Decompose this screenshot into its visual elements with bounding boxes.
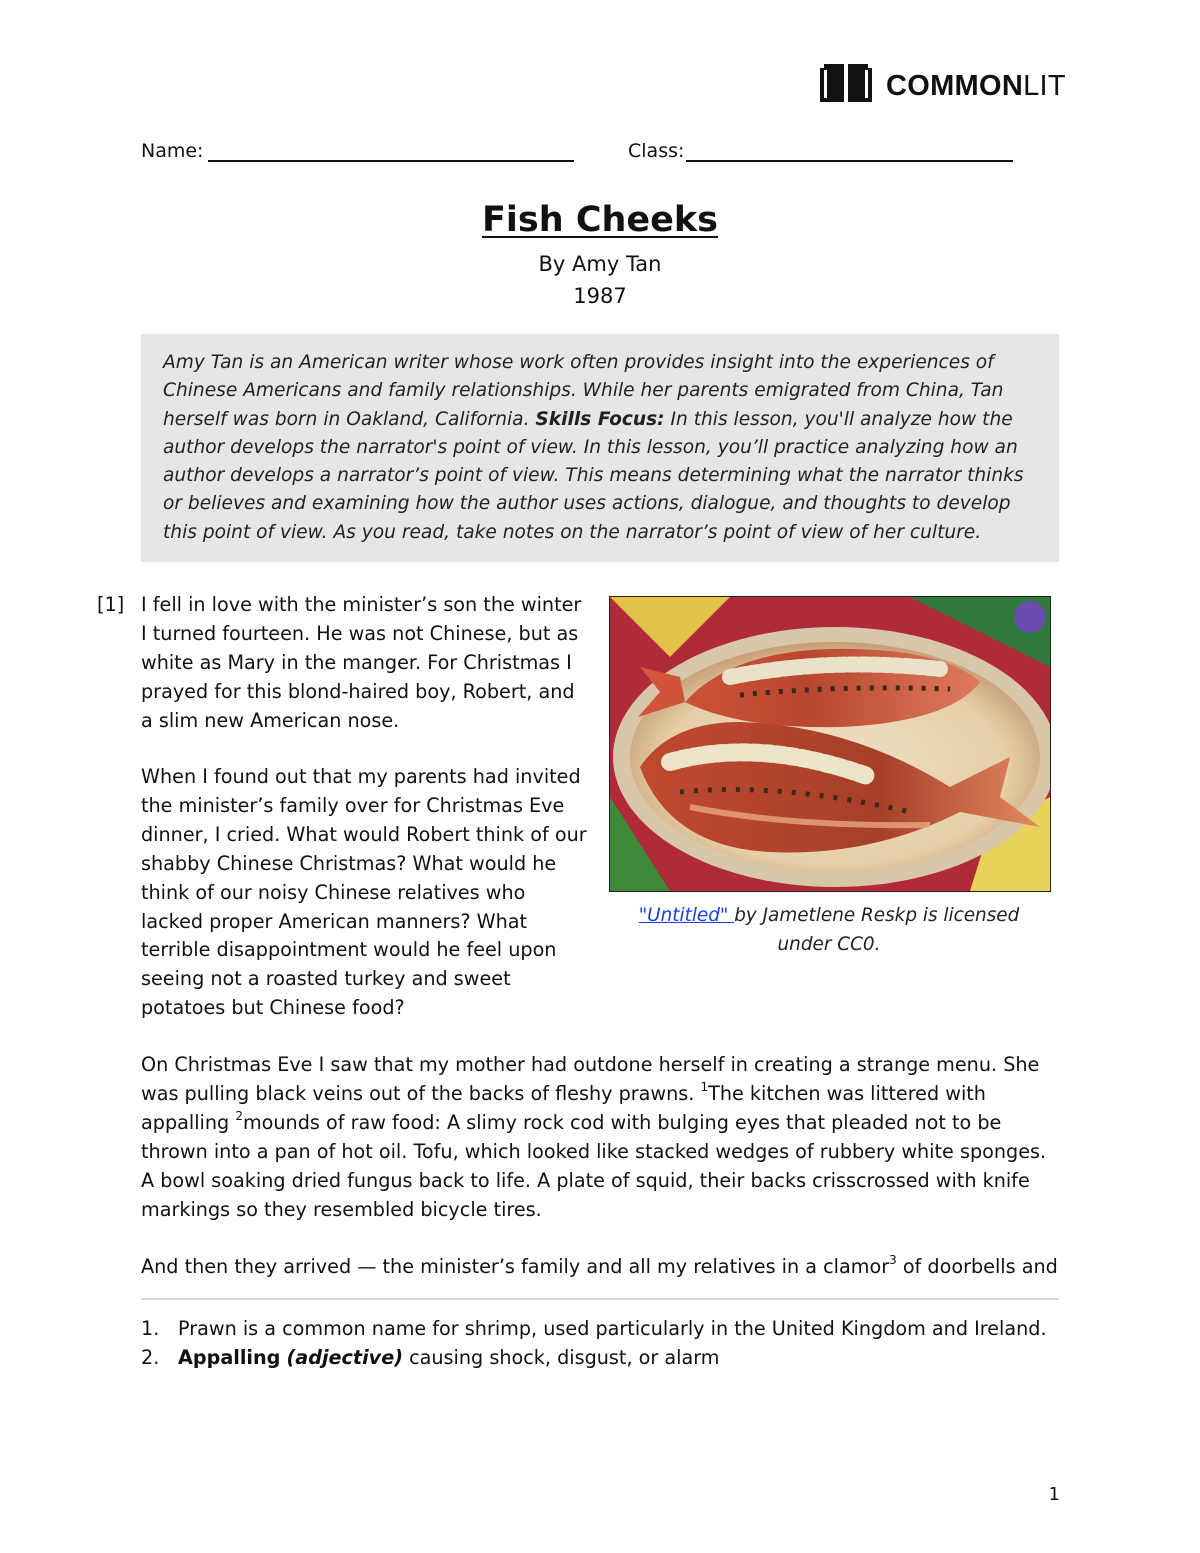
paragraph-number: [1]: [97, 593, 125, 616]
name-label: Name:: [141, 140, 204, 162]
paragraph-2: When I found out that my parents had invited the minister’s family over for Christmas Eve dinner, I cried. What would Robert think of our shabby Chinese Christmas? What would he think of our noisy Chinese relatives who lacked proper American manners? What terrible disappointment would he feel upon seeing not a roasted turkey and sweet potatoes but Chinese food?: [141, 765, 587, 1020]
author-byline: By Amy Tan: [538, 252, 662, 276]
image-caption: "Untitled" by Jametlene Reskp is licensed under CC0.: [638, 905, 1020, 955]
open-book-icon: [818, 64, 874, 108]
footnote-ref-1[interactable]: 1: [700, 1079, 709, 1094]
name-field[interactable]: [208, 160, 574, 162]
footnote-ref-2[interactable]: 2: [235, 1108, 243, 1123]
publication-year: 1987: [573, 284, 627, 308]
class-field[interactable]: [686, 160, 1013, 162]
paragraph-3: On Christmas Eve I saw that my mother had outdone herself in creating a strange menu. She was pulling black veins out of the backs of fleshy prawns. $^1$The kitchen was littered with appalling $^2$mounds of raw food: A slimy rock cod with bulging eyes that pleaded not to be thrown into a pan of hot oil. Tofu, which looked like stacked wedges of rubbery white sponges. A bowl soaking dried fungus back to life. A plate of squid, their backs crisscrossed with knife markings so they resembled bicycle tires.: [141, 1053, 1047, 1221]
footnote-ref-3[interactable]: 3: [889, 1253, 897, 1267]
page-number: 1: [1048, 1484, 1060, 1505]
commonlit-logo: [818, 64, 1066, 108]
footnote-divider: [141, 1298, 1059, 1300]
paragraph-1: I fell in love with the minister’s son the winter I turned fourteen. He was not Chinese, but as white as Mary in the manger. For Christmas I prayed for this blond-haired boy, Robert, and a slim new American nose.: [141, 593, 582, 732]
caption-link[interactable]: "Untitled": [638, 905, 735, 926]
paragraph-4: And then they arrived — the minister’s family and all my relatives in a clamor$^3$ of doorbells and: [141, 1253, 1058, 1278]
fish-photo: [609, 596, 1051, 892]
class-label: Class:: [628, 140, 685, 162]
footnote-2: 2. Appalling (adjective) causing shock, disgust, or alarm: [141, 1346, 720, 1369]
page-title: Fish Cheeks: [481, 200, 719, 240]
skills-focus-label: Skills Focus:: [535, 408, 665, 430]
intro-box: [141, 334, 1059, 562]
brand-name: COMMONLIT: [886, 69, 1066, 102]
footnote-1: 1. Prawn is a common name for shrimp, used particularly in the United Kingdom and Ireland.: [141, 1317, 1047, 1340]
intro-text: Amy Tan is an American writer whose work often provides insight into the experiences of Chinese Americans and family relationships. While her parents emigrated from China, Tan herself was born in Oakland, California. Skills Focus: In this lesson, you'll analyze how the author develops the narrator's point of view. In this lesson, you’ll practice analyzing how an author develops a narrator’s point of view. This means determining what the narrator thinks or believes and examining how the author uses actions, dialogue, and thoughts to develop this point of view. As you read, take notes on the narrator’s point of view of her culture.: [163, 352, 1024, 543]
